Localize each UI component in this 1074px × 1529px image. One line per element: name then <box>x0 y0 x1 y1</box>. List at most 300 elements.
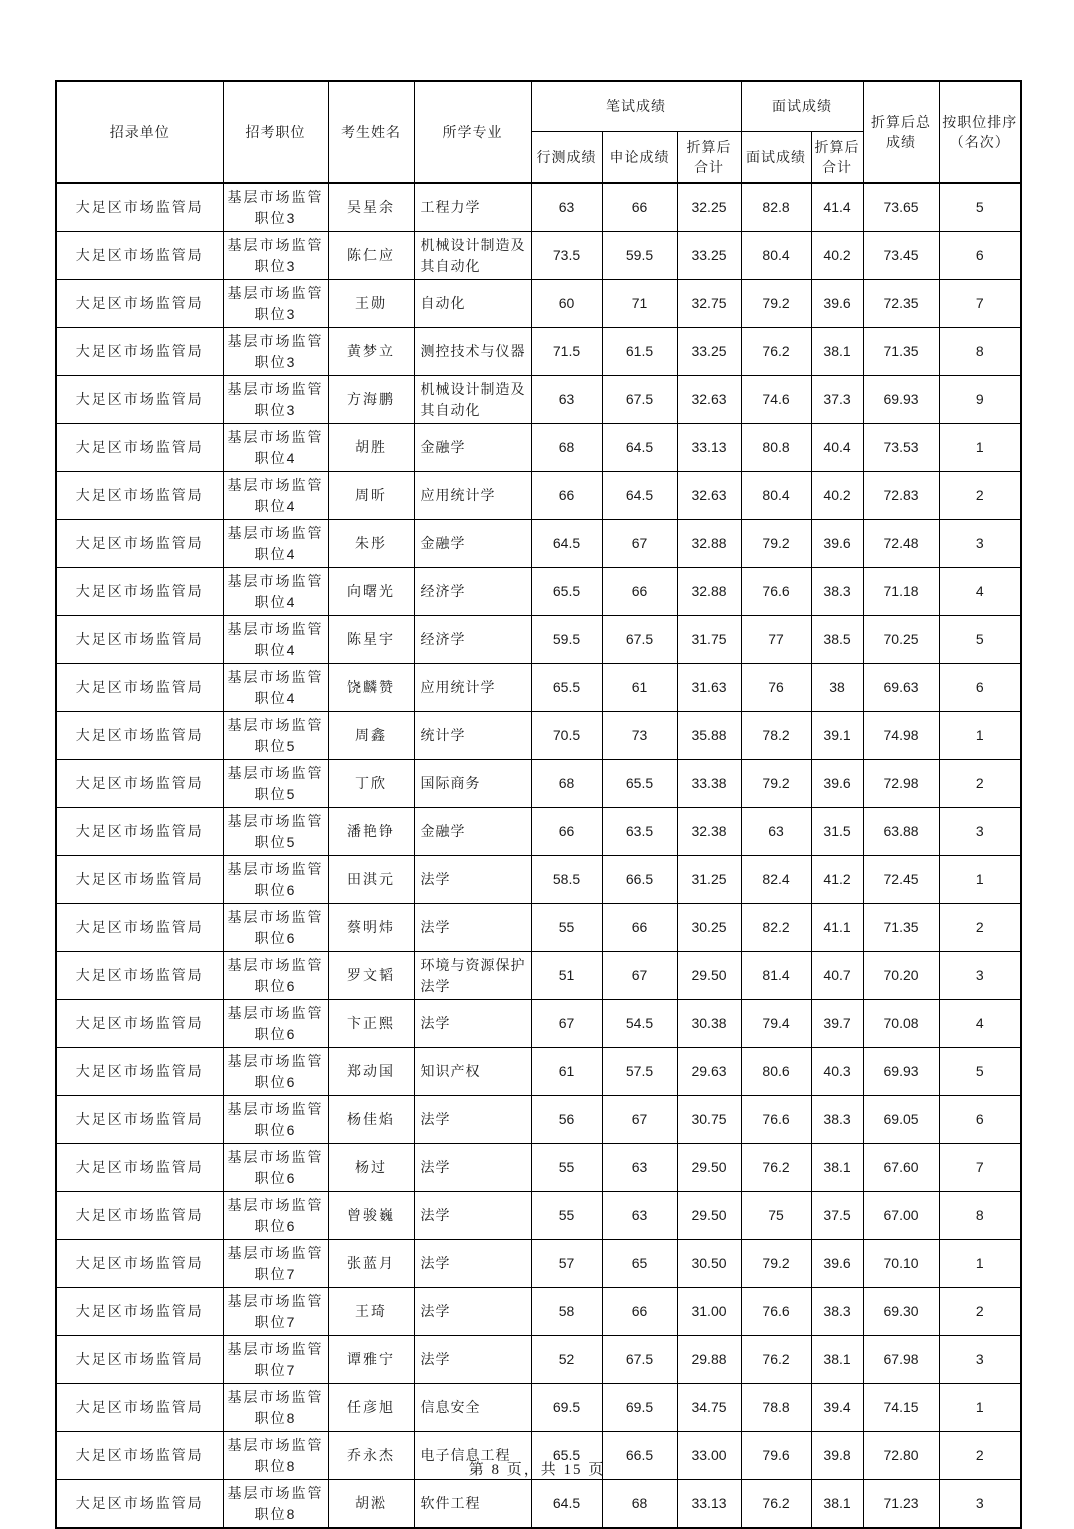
cell-shenlun-score: 64.5 <box>602 472 677 520</box>
column-header-interview-total: 折算后合计 <box>811 132 863 184</box>
table-row <box>56 808 1021 856</box>
cell-position: 基层市场监管职位4 <box>223 616 328 664</box>
column-header-written-total: 折算后合计 <box>677 132 741 184</box>
cell-interview-converted: 39.7 <box>811 1000 863 1048</box>
cell-interview-score: 76.6 <box>741 1288 811 1336</box>
cell-shenlun-score: 73 <box>602 712 677 760</box>
cell-written-converted: 31.75 <box>677 616 741 664</box>
cell-xingce-score: 61 <box>531 1048 602 1096</box>
cell-shenlun-score: 67 <box>602 520 677 568</box>
cell-xingce-score: 52 <box>531 1336 602 1384</box>
cell-position: 基层市场监管职位3 <box>223 328 328 376</box>
table-row <box>56 1000 1021 1048</box>
cell-interview-converted: 38.3 <box>811 568 863 616</box>
cell-name: 杨佳焰 <box>328 1096 414 1144</box>
table-body <box>56 183 1021 1528</box>
cell-interview-score: 76.6 <box>741 1096 811 1144</box>
cell-major: 测控技术与仪器 <box>414 328 531 376</box>
cell-position: 基层市场监管职位8 <box>223 1384 328 1432</box>
cell-shenlun-score: 67.5 <box>602 376 677 424</box>
table-row <box>56 280 1021 328</box>
cell-unit: 大足区市场监管局 <box>56 760 223 808</box>
cell-position: 基层市场监管职位4 <box>223 664 328 712</box>
column-group-interview: 面试成绩 <box>741 81 863 132</box>
cell-major: 软件工程 <box>414 1480 531 1529</box>
cell-unit: 大足区市场监管局 <box>56 376 223 424</box>
cell-shenlun-score: 54.5 <box>602 1000 677 1048</box>
cell-xingce-score: 66 <box>531 808 602 856</box>
cell-final-total: 69.63 <box>863 664 939 712</box>
cell-interview-score: 76 <box>741 664 811 712</box>
cell-rank: 3 <box>939 1480 1021 1529</box>
cell-name: 向曙光 <box>328 568 414 616</box>
cell-shenlun-score: 64.5 <box>602 424 677 472</box>
cell-final-total: 67.00 <box>863 1192 939 1240</box>
cell-rank: 6 <box>939 664 1021 712</box>
cell-position: 基层市场监管职位8 <box>223 1480 328 1529</box>
cell-position: 基层市场监管职位6 <box>223 1000 328 1048</box>
cell-unit: 大足区市场监管局 <box>56 328 223 376</box>
cell-written-converted: 30.25 <box>677 904 741 952</box>
cell-interview-score: 80.4 <box>741 472 811 520</box>
cell-name: 谭雅宁 <box>328 1336 414 1384</box>
cell-interview-score: 76.2 <box>741 1144 811 1192</box>
column-header-position: 招考职位 <box>223 81 328 183</box>
cell-final-total: 71.23 <box>863 1480 939 1529</box>
cell-shenlun-score: 66.5 <box>602 1432 677 1480</box>
cell-position: 基层市场监管职位5 <box>223 808 328 856</box>
cell-shenlun-score: 65.5 <box>602 760 677 808</box>
table-row <box>56 1048 1021 1096</box>
cell-interview-score: 76.2 <box>741 1480 811 1529</box>
cell-xingce-score: 64.5 <box>531 1480 602 1529</box>
column-header-interview-score: 面试成绩 <box>741 132 811 184</box>
cell-xingce-score: 60 <box>531 280 602 328</box>
cell-major: 环境与资源保护法学 <box>414 952 531 1000</box>
cell-name: 朱彤 <box>328 520 414 568</box>
cell-rank: 2 <box>939 1432 1021 1480</box>
cell-rank: 4 <box>939 1000 1021 1048</box>
table-header <box>56 81 1021 183</box>
cell-name: 方海鹏 <box>328 376 414 424</box>
cell-final-total: 67.60 <box>863 1144 939 1192</box>
cell-interview-score: 79.2 <box>741 520 811 568</box>
cell-xingce-score: 69.5 <box>531 1384 602 1432</box>
table-row <box>56 1480 1021 1529</box>
cell-rank: 6 <box>939 1096 1021 1144</box>
cell-final-total: 63.88 <box>863 808 939 856</box>
cell-unit: 大足区市场监管局 <box>56 712 223 760</box>
cell-unit: 大足区市场监管局 <box>56 1048 223 1096</box>
cell-written-converted: 32.38 <box>677 808 741 856</box>
cell-name: 王琦 <box>328 1288 414 1336</box>
cell-major: 经济学 <box>414 616 531 664</box>
cell-position: 基层市场监管职位8 <box>223 1432 328 1480</box>
cell-rank: 1 <box>939 424 1021 472</box>
cell-interview-score: 79.4 <box>741 1000 811 1048</box>
cell-unit: 大足区市场监管局 <box>56 1240 223 1288</box>
cell-interview-converted: 39.4 <box>811 1384 863 1432</box>
cell-name: 周昕 <box>328 472 414 520</box>
cell-unit: 大足区市场监管局 <box>56 520 223 568</box>
cell-name: 黄梦立 <box>328 328 414 376</box>
cell-name: 罗文韬 <box>328 952 414 1000</box>
cell-name: 周鑫 <box>328 712 414 760</box>
cell-interview-score: 75 <box>741 1192 811 1240</box>
table-row <box>56 1096 1021 1144</box>
cell-major: 自动化 <box>414 280 531 328</box>
cell-interview-converted: 39.6 <box>811 280 863 328</box>
cell-written-converted: 29.88 <box>677 1336 741 1384</box>
cell-interview-converted: 39.6 <box>811 1240 863 1288</box>
cell-written-converted: 35.88 <box>677 712 741 760</box>
cell-rank: 2 <box>939 472 1021 520</box>
cell-interview-converted: 38.1 <box>811 328 863 376</box>
cell-interview-score: 80.8 <box>741 424 811 472</box>
cell-major: 应用统计学 <box>414 664 531 712</box>
cell-interview-score: 76.2 <box>741 1336 811 1384</box>
cell-xingce-score: 55 <box>531 904 602 952</box>
cell-xingce-score: 70.5 <box>531 712 602 760</box>
cell-rank: 6 <box>939 232 1021 280</box>
cell-unit: 大足区市场监管局 <box>56 1288 223 1336</box>
table-row <box>56 664 1021 712</box>
table-row <box>56 856 1021 904</box>
cell-unit: 大足区市场监管局 <box>56 1384 223 1432</box>
cell-written-converted: 32.88 <box>677 520 741 568</box>
cell-unit: 大足区市场监管局 <box>56 1144 223 1192</box>
cell-interview-score: 80.4 <box>741 232 811 280</box>
cell-final-total: 72.98 <box>863 760 939 808</box>
cell-shenlun-score: 68 <box>602 1480 677 1529</box>
table-row <box>56 952 1021 1000</box>
cell-interview-converted: 39.1 <box>811 712 863 760</box>
cell-position: 基层市场监管职位6 <box>223 1096 328 1144</box>
cell-unit: 大足区市场监管局 <box>56 1432 223 1480</box>
table-row <box>56 424 1021 472</box>
cell-major: 金融学 <box>414 808 531 856</box>
cell-shenlun-score: 67 <box>602 952 677 1000</box>
cell-xingce-score: 63 <box>531 376 602 424</box>
cell-interview-score: 77 <box>741 616 811 664</box>
cell-rank: 9 <box>939 376 1021 424</box>
cell-written-converted: 32.75 <box>677 280 741 328</box>
cell-major: 法学 <box>414 856 531 904</box>
cell-major: 电子信息工程 <box>414 1432 531 1480</box>
cell-rank: 2 <box>939 904 1021 952</box>
table-row <box>56 1144 1021 1192</box>
cell-interview-score: 80.6 <box>741 1048 811 1096</box>
cell-interview-score: 79.2 <box>741 1240 811 1288</box>
cell-written-converted: 33.25 <box>677 232 741 280</box>
cell-unit: 大足区市场监管局 <box>56 1336 223 1384</box>
cell-name: 胡淞 <box>328 1480 414 1529</box>
cell-xingce-score: 56 <box>531 1096 602 1144</box>
cell-unit: 大足区市场监管局 <box>56 664 223 712</box>
cell-final-total: 69.30 <box>863 1288 939 1336</box>
cell-written-converted: 32.25 <box>677 183 741 232</box>
cell-written-converted: 33.25 <box>677 328 741 376</box>
cell-interview-converted: 38.3 <box>811 1096 863 1144</box>
cell-final-total: 72.83 <box>863 472 939 520</box>
cell-interview-converted: 41.1 <box>811 904 863 952</box>
cell-final-total: 72.80 <box>863 1432 939 1480</box>
cell-position: 基层市场监管职位3 <box>223 376 328 424</box>
cell-rank: 2 <box>939 760 1021 808</box>
cell-written-converted: 29.63 <box>677 1048 741 1096</box>
cell-interview-score: 79.2 <box>741 280 811 328</box>
cell-position: 基层市场监管职位6 <box>223 856 328 904</box>
cell-final-total: 70.20 <box>863 952 939 1000</box>
cell-position: 基层市场监管职位7 <box>223 1336 328 1384</box>
cell-shenlun-score: 66 <box>602 568 677 616</box>
cell-unit: 大足区市场监管局 <box>56 1480 223 1529</box>
cell-rank: 8 <box>939 1192 1021 1240</box>
cell-interview-converted: 39.6 <box>811 760 863 808</box>
cell-written-converted: 30.38 <box>677 1000 741 1048</box>
cell-shenlun-score: 57.5 <box>602 1048 677 1096</box>
cell-unit: 大足区市场监管局 <box>56 232 223 280</box>
cell-written-converted: 34.75 <box>677 1384 741 1432</box>
cell-interview-converted: 41.2 <box>811 856 863 904</box>
cell-rank: 5 <box>939 183 1021 232</box>
cell-unit: 大足区市场监管局 <box>56 280 223 328</box>
cell-xingce-score: 65.5 <box>531 664 602 712</box>
cell-position: 基层市场监管职位5 <box>223 760 328 808</box>
cell-written-converted: 32.63 <box>677 472 741 520</box>
cell-interview-converted: 37.3 <box>811 376 863 424</box>
cell-unit: 大足区市场监管局 <box>56 1192 223 1240</box>
cell-position: 基层市场监管职位3 <box>223 232 328 280</box>
cell-major: 法学 <box>414 904 531 952</box>
column-header-final-total: 折算后总成绩 <box>863 81 939 183</box>
cell-interview-score: 76.2 <box>741 328 811 376</box>
cell-final-total: 72.48 <box>863 520 939 568</box>
cell-position: 基层市场监管职位6 <box>223 1192 328 1240</box>
cell-position: 基层市场监管职位6 <box>223 904 328 952</box>
cell-final-total: 72.45 <box>863 856 939 904</box>
cell-written-converted: 31.63 <box>677 664 741 712</box>
cell-name: 潘艳铮 <box>328 808 414 856</box>
cell-interview-converted: 38.5 <box>811 616 863 664</box>
cell-interview-score: 78.8 <box>741 1384 811 1432</box>
cell-rank: 1 <box>939 1240 1021 1288</box>
cell-interview-converted: 39.6 <box>811 520 863 568</box>
column-header-shenlun: 申论成绩 <box>602 132 677 184</box>
cell-name: 陈星宇 <box>328 616 414 664</box>
cell-interview-score: 76.6 <box>741 568 811 616</box>
cell-rank: 1 <box>939 1384 1021 1432</box>
cell-xingce-score: 68 <box>531 424 602 472</box>
cell-final-total: 74.98 <box>863 712 939 760</box>
cell-rank: 7 <box>939 280 1021 328</box>
cell-xingce-score: 73.5 <box>531 232 602 280</box>
cell-unit: 大足区市场监管局 <box>56 568 223 616</box>
cell-name: 蔡明炜 <box>328 904 414 952</box>
cell-final-total: 71.35 <box>863 904 939 952</box>
table-row <box>56 616 1021 664</box>
cell-name: 曾骏巍 <box>328 1192 414 1240</box>
cell-major: 法学 <box>414 1288 531 1336</box>
cell-shenlun-score: 61.5 <box>602 328 677 376</box>
cell-shenlun-score: 66 <box>602 183 677 232</box>
cell-major: 工程力学 <box>414 183 531 232</box>
cell-unit: 大足区市场监管局 <box>56 1096 223 1144</box>
cell-name: 张蓝月 <box>328 1240 414 1288</box>
cell-rank: 3 <box>939 1336 1021 1384</box>
cell-name: 王勋 <box>328 280 414 328</box>
cell-major: 法学 <box>414 1000 531 1048</box>
table-row <box>56 1384 1021 1432</box>
cell-written-converted: 30.75 <box>677 1096 741 1144</box>
cell-unit: 大足区市场监管局 <box>56 183 223 232</box>
cell-shenlun-score: 66.5 <box>602 856 677 904</box>
cell-xingce-score: 59.5 <box>531 616 602 664</box>
cell-xingce-score: 65.5 <box>531 568 602 616</box>
cell-xingce-score: 66 <box>531 472 602 520</box>
cell-rank: 2 <box>939 1288 1021 1336</box>
cell-written-converted: 32.88 <box>677 568 741 616</box>
cell-rank: 4 <box>939 568 1021 616</box>
cell-final-total: 74.15 <box>863 1384 939 1432</box>
cell-unit: 大足区市场监管局 <box>56 952 223 1000</box>
cell-position: 基层市场监管职位7 <box>223 1288 328 1336</box>
cell-major: 法学 <box>414 1192 531 1240</box>
cell-name: 丁欣 <box>328 760 414 808</box>
cell-final-total: 71.18 <box>863 568 939 616</box>
table-row <box>56 1240 1021 1288</box>
cell-position: 基层市场监管职位6 <box>223 952 328 1000</box>
cell-unit: 大足区市场监管局 <box>56 856 223 904</box>
column-header-xingce: 行测成绩 <box>531 132 602 184</box>
cell-shenlun-score: 65 <box>602 1240 677 1288</box>
cell-interview-score: 82.4 <box>741 856 811 904</box>
cell-name: 陈仁应 <box>328 232 414 280</box>
cell-rank: 1 <box>939 856 1021 904</box>
cell-shenlun-score: 66 <box>602 904 677 952</box>
cell-xingce-score: 65.5 <box>531 1432 602 1480</box>
cell-xingce-score: 58.5 <box>531 856 602 904</box>
table-row <box>56 1288 1021 1336</box>
cell-interview-converted: 38.3 <box>811 1288 863 1336</box>
cell-unit: 大足区市场监管局 <box>56 1000 223 1048</box>
cell-rank: 8 <box>939 328 1021 376</box>
cell-final-total: 73.53 <box>863 424 939 472</box>
cell-position: 基层市场监管职位6 <box>223 1048 328 1096</box>
cell-interview-converted: 38.1 <box>811 1336 863 1384</box>
cell-written-converted: 30.50 <box>677 1240 741 1288</box>
cell-written-converted: 33.13 <box>677 424 741 472</box>
cell-written-converted: 33.00 <box>677 1432 741 1480</box>
column-header-rank: 按职位排序（名次） <box>939 81 1021 183</box>
cell-interview-score: 81.4 <box>741 952 811 1000</box>
cell-shenlun-score: 59.5 <box>602 232 677 280</box>
cell-name: 吴星余 <box>328 183 414 232</box>
cell-final-total: 71.35 <box>863 328 939 376</box>
cell-position: 基层市场监管职位7 <box>223 1240 328 1288</box>
table-row <box>56 1336 1021 1384</box>
cell-major: 信息安全 <box>414 1384 531 1432</box>
cell-written-converted: 29.50 <box>677 952 741 1000</box>
table-row <box>56 232 1021 280</box>
cell-rank: 5 <box>939 1048 1021 1096</box>
cell-xingce-score: 58 <box>531 1288 602 1336</box>
cell-name: 田淇元 <box>328 856 414 904</box>
cell-written-converted: 33.13 <box>677 1480 741 1529</box>
cell-final-total: 70.08 <box>863 1000 939 1048</box>
cell-name: 任彦旭 <box>328 1384 414 1432</box>
page-footer: 第 8 页，共 15 页 <box>468 1462 606 1478</box>
cell-interview-score: 78.2 <box>741 712 811 760</box>
table-row <box>56 712 1021 760</box>
cell-shenlun-score: 61 <box>602 664 677 712</box>
cell-xingce-score: 71.5 <box>531 328 602 376</box>
table-row <box>56 568 1021 616</box>
cell-major: 金融学 <box>414 424 531 472</box>
table-row <box>56 328 1021 376</box>
cell-xingce-score: 64.5 <box>531 520 602 568</box>
cell-interview-converted: 39.8 <box>811 1432 863 1480</box>
cell-interview-converted: 38 <box>811 664 863 712</box>
cell-shenlun-score: 63.5 <box>602 808 677 856</box>
cell-name: 杨过 <box>328 1144 414 1192</box>
cell-interview-converted: 40.4 <box>811 424 863 472</box>
cell-interview-converted: 38.1 <box>811 1144 863 1192</box>
cell-interview-converted: 37.5 <box>811 1192 863 1240</box>
cell-written-converted: 31.00 <box>677 1288 741 1336</box>
cell-major: 统计学 <box>414 712 531 760</box>
cell-position: 基层市场监管职位4 <box>223 472 328 520</box>
cell-position: 基层市场监管职位3 <box>223 183 328 232</box>
cell-position: 基层市场监管职位6 <box>223 1144 328 1192</box>
cell-shenlun-score: 63 <box>602 1144 677 1192</box>
cell-xingce-score: 68 <box>531 760 602 808</box>
table-row <box>56 520 1021 568</box>
cell-written-converted: 32.63 <box>677 376 741 424</box>
cell-interview-converted: 40.2 <box>811 232 863 280</box>
table-row <box>56 376 1021 424</box>
cell-shenlun-score: 67 <box>602 1096 677 1144</box>
cell-major: 法学 <box>414 1096 531 1144</box>
cell-major: 应用统计学 <box>414 472 531 520</box>
cell-unit: 大足区市场监管局 <box>56 808 223 856</box>
cell-position: 基层市场监管职位4 <box>223 568 328 616</box>
cell-final-total: 69.93 <box>863 376 939 424</box>
cell-interview-converted: 38.1 <box>811 1480 863 1529</box>
cell-name: 胡胜 <box>328 424 414 472</box>
cell-major: 经济学 <box>414 568 531 616</box>
cell-interview-converted: 40.7 <box>811 952 863 1000</box>
column-header-name: 考生姓名 <box>328 81 414 183</box>
cell-shenlun-score: 63 <box>602 1192 677 1240</box>
cell-interview-converted: 40.3 <box>811 1048 863 1096</box>
cell-interview-score: 82.8 <box>741 183 811 232</box>
cell-shenlun-score: 71 <box>602 280 677 328</box>
column-header-major: 所学专业 <box>414 81 531 183</box>
table-row <box>56 472 1021 520</box>
cell-unit: 大足区市场监管局 <box>56 616 223 664</box>
cell-rank: 3 <box>939 808 1021 856</box>
cell-unit: 大足区市场监管局 <box>56 904 223 952</box>
cell-interview-score: 79.6 <box>741 1432 811 1480</box>
cell-major: 国际商务 <box>414 760 531 808</box>
cell-major: 机械设计制造及其自动化 <box>414 376 531 424</box>
cell-rank: 3 <box>939 952 1021 1000</box>
cell-shenlun-score: 67.5 <box>602 616 677 664</box>
cell-xingce-score: 63 <box>531 183 602 232</box>
cell-shenlun-score: 67.5 <box>602 1336 677 1384</box>
cell-rank: 5 <box>939 616 1021 664</box>
